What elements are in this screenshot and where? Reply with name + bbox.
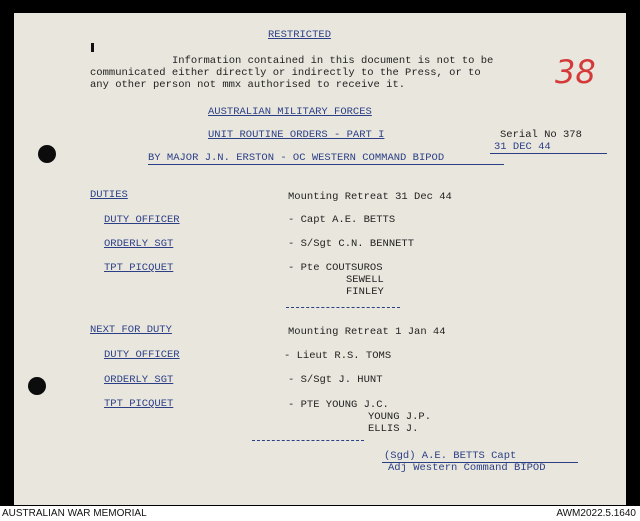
notice-line-1: Information contained in this document is not to be — [172, 55, 494, 67]
punch-hole-bottom — [28, 377, 46, 395]
next-value-duty-officer: - Lieut R.S. TOMS — [284, 350, 392, 362]
orders-title: UNIT ROUTINE ORDERS - PART I — [208, 129, 385, 141]
next-duty-heading: NEXT FOR DUTY — [90, 324, 172, 336]
next-picquet-extra-1: YOUNG J.P. — [368, 411, 432, 423]
organisation-title: AUSTRALIAN MILITARY FORCES — [208, 106, 372, 118]
notice-line-2: communicated either directly or indirectly to the Press, or to — [90, 67, 481, 79]
ink-mark — [91, 43, 94, 52]
next-role-orderly-sgt: ORDERLY SGT — [104, 374, 174, 386]
duties-value-tpt-picquet: - Pte COUTSUROS — [288, 262, 383, 274]
next-value-orderly-sgt: - S/Sgt J. HUNT — [288, 374, 383, 386]
classification-label: RESTRICTED — [268, 29, 332, 41]
signature-line: (Sgd) A.E. BETTS Capt — [384, 450, 517, 462]
next-role-duty-officer: DUTY OFFICER — [104, 349, 180, 361]
section-divider — [286, 307, 400, 308]
duties-role-tpt-picquet: TPT PICQUET — [104, 262, 174, 274]
duties-heading: DUTIES — [90, 189, 128, 201]
duties-role-orderly-sgt: ORDERLY SGT — [104, 238, 174, 250]
duties-mounting: Mounting Retreat 31 Dec 44 — [288, 191, 452, 203]
duties-value-duty-officer: - Capt A.E. BETTS — [288, 214, 396, 226]
issued-by-underline — [148, 164, 504, 165]
date-underline — [490, 153, 607, 154]
next-duty-mounting: Mounting Retreat 1 Jan 44 — [288, 326, 446, 338]
punch-hole-top — [38, 145, 56, 163]
footer-bar — [0, 506, 640, 521]
duties-picquet-extra-1: SEWELL — [346, 274, 384, 286]
next-picquet-extra-2: ELLIS J. — [368, 423, 419, 435]
signatory-position: Adj Western Command BIPOD — [388, 462, 546, 474]
serial-number: Serial No 378 — [500, 129, 582, 141]
folio-number: 38 — [555, 53, 596, 91]
duties-role-duty-officer: DUTY OFFICER — [104, 214, 180, 226]
issued-by: BY MAJOR J.N. ERSTON - OC WESTERN COMMAND BIPOD — [148, 152, 445, 164]
duties-value-orderly-sgt: - S/Sgt C.N. BENNETT — [288, 238, 415, 250]
footer-institution: AUSTRALIAN WAR MEMORIAL — [2, 508, 147, 519]
signature-divider — [252, 440, 364, 441]
orders-date: 31 DEC 44 — [494, 141, 551, 153]
next-value-tpt-picquet: - PTE YOUNG J.C. — [288, 399, 389, 411]
duties-picquet-extra-2: FINLEY — [346, 286, 384, 298]
notice-line-3: any other person not mmx authorised to receive it. — [90, 79, 406, 91]
next-role-tpt-picquet: TPT PICQUET — [104, 398, 174, 410]
footer-reference: AWM2022.5.1640 — [556, 508, 636, 519]
